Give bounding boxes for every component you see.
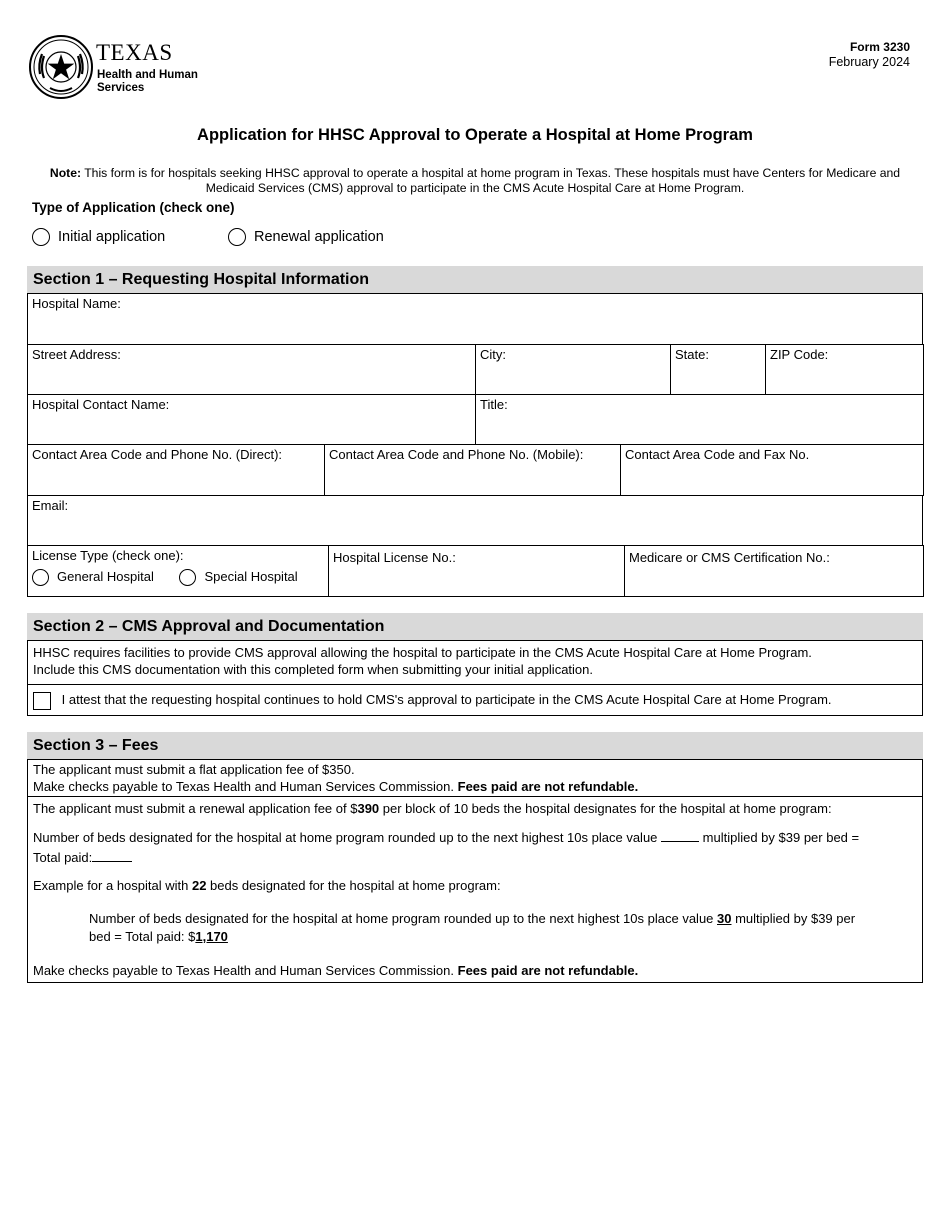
initial-application-option[interactable] <box>32 228 165 246</box>
email-row <box>27 495 923 546</box>
attest-row <box>27 684 923 716</box>
hospital-name-label: Hospital Name: <box>32 296 121 311</box>
renewal-application-radio[interactable] <box>228 228 246 246</box>
example-rounded-beds: 30 <box>717 911 732 926</box>
contact-name-label: Hospital Contact Name: <box>32 397 170 412</box>
license-type-label: License Type (check one): <box>32 548 184 563</box>
note-text: This form is for hospitals seeking HHSC approval to operate a hospital at home program in Texas. These hospitals must have Centers for Medicare and Medicaid Services (CMS) approval to participate in the CMS Acute Hospital Care at Home Program. <box>84 166 901 195</box>
renewal-payable <box>33 962 917 979</box>
example-calculation <box>89 910 917 946</box>
section2-info-box <box>27 640 923 685</box>
renewal-fee-line <box>33 800 917 817</box>
medicare-cert-no-field[interactable] <box>625 546 924 597</box>
total-paid-input[interactable] <box>92 849 132 862</box>
general-hospital-option[interactable] <box>32 569 154 584</box>
initial-application-label: Initial application <box>58 228 166 245</box>
hospital-license-no-label: Hospital License No.: <box>333 550 456 565</box>
renewal-application-label: Renewal application <box>254 228 384 245</box>
medicare-cert-no-label: Medicare or CMS Certification No.: <box>629 550 830 565</box>
section1-header: Section 1 – Requesting Hospital Information <box>27 266 923 293</box>
attest-checkbox[interactable] <box>33 692 51 710</box>
renewal-fee-post: per block of 10 beds the hospital designates for the hospital at home program: <box>379 801 832 816</box>
form-number: Form 3230 <box>849 40 910 54</box>
contact-row <box>27 394 924 445</box>
general-hospital-radio[interactable] <box>32 569 49 586</box>
section2-para-line2: Include this CMS documentation with this completed form when submitting your initial application. <box>33 662 593 677</box>
renewal-fee-box <box>27 796 923 983</box>
section2-header: Section 2 – CMS Approval and Documentation <box>27 613 923 640</box>
application-type-label: Type of Application (check one) <box>32 200 235 215</box>
beds-calc-post: multiplied by $39 per bed = <box>702 830 860 845</box>
license-type-field <box>28 546 329 597</box>
payable-text: Make checks payable to Texas Health and Human Services Commission. <box>33 779 455 794</box>
total-paid-label: Total paid: <box>33 850 93 865</box>
example-calc-mid: multiplied by $39 per <box>731 911 856 926</box>
special-hospital-radio[interactable] <box>179 569 196 586</box>
email-field[interactable] <box>28 496 923 546</box>
example-beds: 22 <box>191 878 207 893</box>
logo-line2: Services <box>97 82 145 94</box>
beds-rounded-input[interactable] <box>661 829 699 842</box>
phone-row <box>27 444 924 496</box>
example-calc-line2: bed = Total paid: $ <box>89 929 196 944</box>
initial-fee-text: The applicant must submit a flat application fee of $350. <box>33 762 355 777</box>
zip-code-field[interactable] <box>766 345 924 395</box>
example-total: 1,170 <box>195 929 228 944</box>
initial-fee-payable <box>33 778 917 795</box>
section2-para-line1: HHSC requires facilities to provide CMS approval allowing the hospital to participate in the CMS Acute Hospital Care at Home Program. <box>33 645 812 660</box>
fax-label: Contact Area Code and Fax No. <box>625 447 810 462</box>
license-row <box>27 545 924 597</box>
contact-title-label: Title: <box>480 397 508 412</box>
general-hospital-label: General Hospital <box>57 569 154 584</box>
renewal-fee-pre: The applicant must submit a renewal application fee of $ <box>33 801 358 816</box>
contact-title-field[interactable] <box>476 395 924 445</box>
beds-calc-pre: Number of beds designated for the hospital at home program rounded up to the next highest 10s place value <box>33 830 658 845</box>
email-label: Email: <box>32 498 69 513</box>
section3-header: Section 3 – Fees <box>27 732 923 759</box>
example-intro-post: beds designated for the hospital at home program: <box>206 878 501 893</box>
not-refundable-text-2: Fees paid are not refundable. <box>457 963 639 978</box>
renewal-fee-amount: 390 <box>357 801 380 816</box>
example-intro <box>33 877 917 894</box>
form-title: Application for HHSC Approval to Operate a Hospital at Home Program <box>197 126 753 144</box>
city-field[interactable] <box>476 345 671 395</box>
phone-direct-field[interactable] <box>28 445 325 496</box>
example-calc-pre: Number of beds designated for the hospital at home program rounded up to the next highest 10s place value <box>89 911 718 926</box>
example-intro-pre: Example for a hospital with <box>33 878 192 893</box>
texas-hhs-logo <box>28 34 198 100</box>
special-hospital-label: Special Hospital <box>204 569 298 584</box>
fax-field[interactable] <box>621 445 924 496</box>
phone-direct-label: Contact Area Code and Phone No. (Direct): <box>32 447 283 462</box>
city-label: City: <box>480 347 506 362</box>
form-date: February 2024 <box>828 55 910 69</box>
street-address-field[interactable] <box>28 345 476 395</box>
payable-text-2: Make checks payable to Texas Health and Human Services Commission. <box>33 963 455 978</box>
hospital-license-no-field[interactable] <box>329 546 625 597</box>
logo-line1: Health and Human <box>97 69 198 81</box>
renewal-application-option[interactable] <box>228 228 384 246</box>
special-hospital-option[interactable] <box>179 569 297 584</box>
zip-code-label: ZIP Code: <box>770 347 829 362</box>
state-label: State: <box>675 347 709 362</box>
initial-application-radio[interactable] <box>32 228 50 246</box>
hospital-name-field[interactable] <box>28 294 923 345</box>
form-note <box>30 166 920 196</box>
attest-text: I attest that the requesting hospital continues to hold CMS's approval to participate in the CMS Acute Hospital Care at Home Program. <box>61 692 832 707</box>
logo-state-text: TEXAS <box>96 40 173 65</box>
initial-fee-box <box>27 759 923 797</box>
beds-calculation <box>33 828 917 868</box>
street-address-label: Street Address: <box>32 347 121 362</box>
section1-table <box>27 293 923 345</box>
state-field[interactable] <box>671 345 766 395</box>
state-seal-icon <box>28 34 94 100</box>
not-refundable-text: Fees paid are not refundable. <box>457 779 639 794</box>
contact-name-field[interactable] <box>28 395 476 445</box>
phone-mobile-label: Contact Area Code and Phone No. (Mobile): <box>329 447 584 462</box>
note-label: Note: <box>49 166 82 180</box>
address-row <box>27 344 924 395</box>
phone-mobile-field[interactable] <box>325 445 621 496</box>
